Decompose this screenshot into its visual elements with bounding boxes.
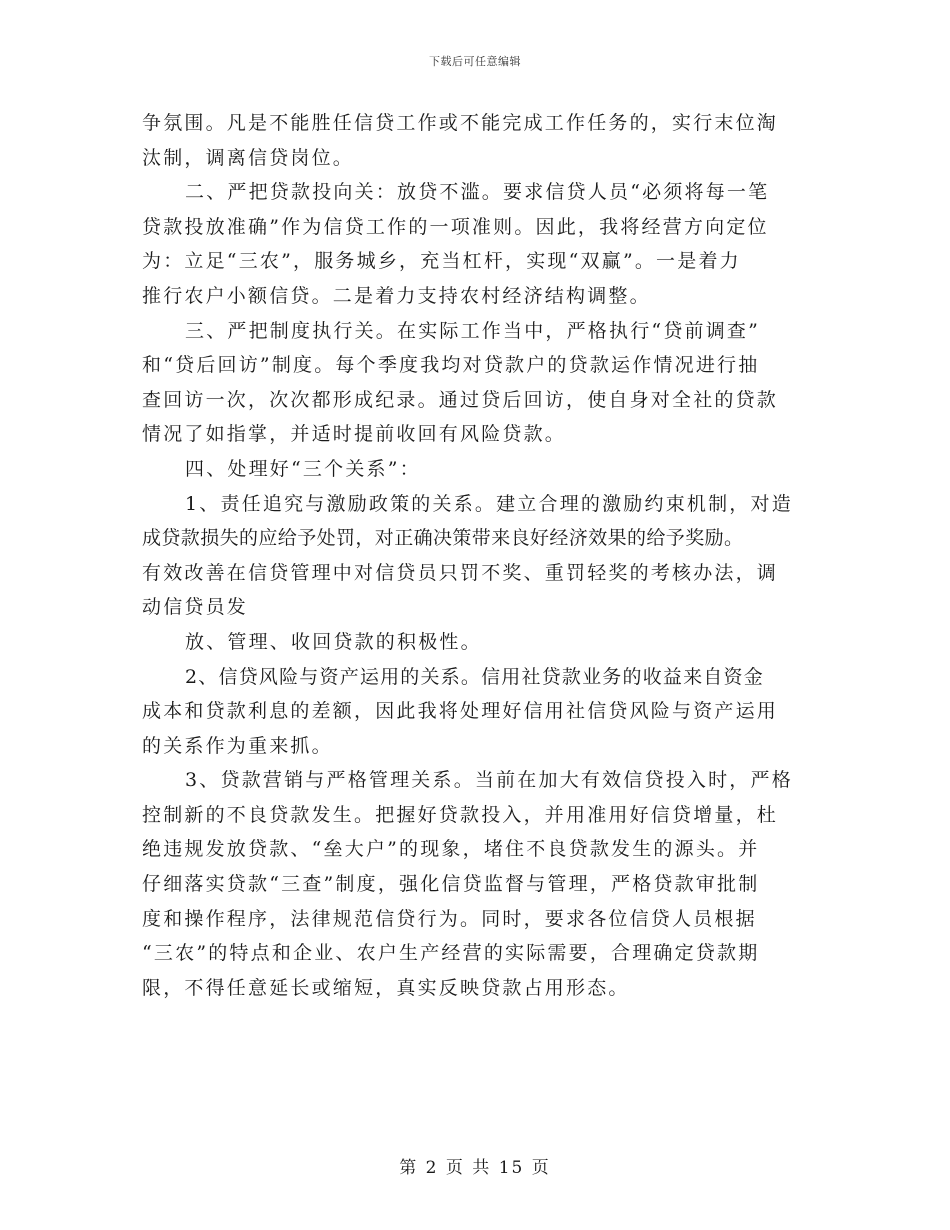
text-line: “三农”的特点和企业、农户生产经营的实际需要，合理确定贷款期 xyxy=(142,942,760,965)
text-line: 1、责任追究与激励政策的关系。建立合理的激励约束机制，对造 xyxy=(185,492,793,515)
text-line: 放、管理、收回贷款的积极性。 xyxy=(185,630,482,653)
text-line: 的关系作为重来抓。 xyxy=(142,734,333,757)
text-line: 推行农户小额信贷。二是着力支持农村经济结构调整。 xyxy=(142,284,651,307)
text-line: 为：立足“三农”，服务城乡，充当杠杆，实现“双赢”。一是着力 xyxy=(142,250,741,273)
text-line: 限，不得任意延长或缩短，真实反映贷款占用形态。 xyxy=(142,976,630,999)
text-line: 查回访一次，次次都形成纪录。通过贷后回访，使自身对全社的贷款 xyxy=(142,388,779,411)
page-footer: 第 2 页 共 15 页 xyxy=(399,1158,551,1178)
text-line: 2、信贷风险与资产运用的关系。信用社贷款业务的收益来自资金 xyxy=(185,665,764,688)
text-line: 争氛围。凡是不能胜任信贷工作或不能完成工作任务的，实行末位淘 xyxy=(142,112,779,134)
page-header: 下载后可任意编辑 xyxy=(429,55,521,68)
text-line: 情况了如指掌，并适时提前收回有风险贷款。 xyxy=(142,423,567,446)
text-line: 二、严把贷款投向关：放贷不滥。要求信贷人员“必须将每一笔 xyxy=(185,181,770,204)
text-line: 3、贷款营销与严格管理关系。当前在加大有效信贷投入时，严格 xyxy=(185,769,793,792)
text-line: 成本和贷款利息的差额，因此我将处理好信用社信贷风险与资产运用 xyxy=(142,700,779,723)
text-line: 成贷款损失的应给予处罚，对正确决策带来良好经济效果的给予奖励。 xyxy=(142,527,744,550)
document-body xyxy=(142,106,822,1005)
text-line: 度和操作程序，法律规范信贷行为。同时，要求各位信贷人员根据 xyxy=(142,907,757,930)
text-line: 三、严把制度执行关。在实际工作当中，严格执行“贷前调查” xyxy=(185,319,761,342)
text-line: 仔细落实贷款“三查”制度，强化信贷监督与管理，严格贷款审批制 xyxy=(142,873,760,896)
text-line: 四、处理好“三个关系”： xyxy=(185,457,421,480)
text-line: 和“贷后回访”制度。每个季度我均对贷款户的贷款运作情况进行抽 xyxy=(142,354,760,377)
text-line: 控制新的不良贷款发生。把握好贷款投入，并用准用好信贷增量，杜 xyxy=(142,803,779,826)
text-line: 绝违规发放贷款、“垒大户”的现象，堵住不良贷款发生的源头。并 xyxy=(142,838,760,861)
text-line: 贷款投放准确”作为信贷工作的一项准则。因此，我将经营方向定位 xyxy=(142,215,769,238)
text-line: 动信贷员发 xyxy=(142,596,249,619)
text-line: 汰制，调离信贷岗位。 xyxy=(142,146,355,169)
text-line: 有效改善在信贷管理中对信贷员只罚不奖、重罚轻奖的考核办法，调 xyxy=(142,561,779,584)
